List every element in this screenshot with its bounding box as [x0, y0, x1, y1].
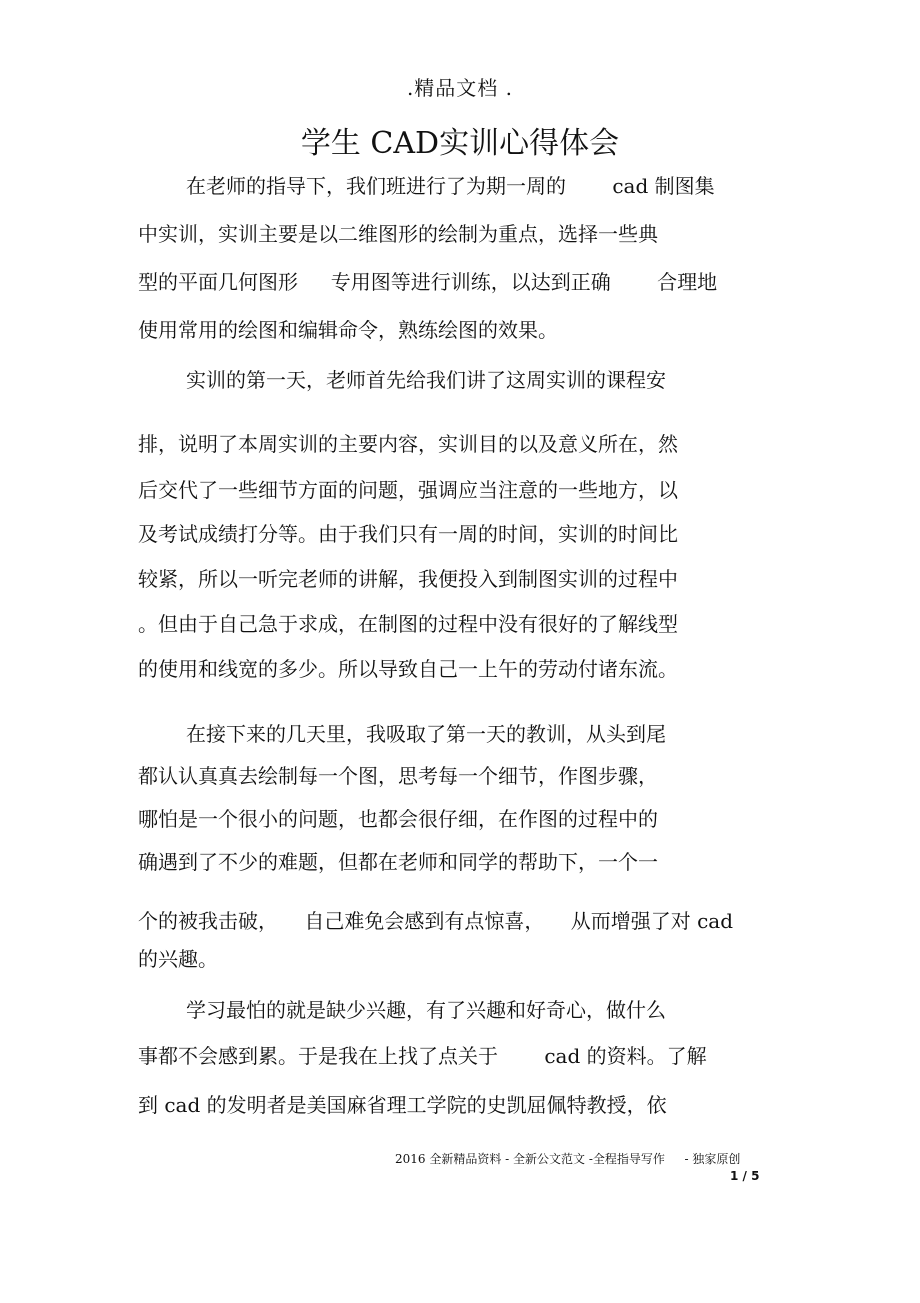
- page-footer: 2016 全新精品资料 - 全新公文范文 -全程指导写作 - 独家原创: [395, 1152, 741, 1166]
- text-line: 后交代了一些细节方面的问题，强调应当注意的一些地方，以: [138, 478, 678, 502]
- text-line: 使用常用的绘图和编辑命令，熟练绘图的效果。: [138, 318, 558, 342]
- text-line: 中实训，实训主要是以二维图形的绘制为重点，选择一些典: [138, 222, 658, 246]
- text-line: 到 cad 的发明者是美国麻省理工学院的史凯屈佩特教授，依: [138, 1093, 667, 1117]
- text-line: 及考试成绩打分等。由于我们只有一周的时间，实训的时间比: [138, 522, 678, 546]
- text-line: 的使用和线宽的多少。所以导致自己一上午的劳动付诸东流。: [138, 657, 678, 681]
- text-line: 确遇到了不少的难题，但都在老师和同学的帮助下，一个一: [138, 850, 658, 874]
- text-line: 较紧，所以一听完老师的讲解，我便投入到制图实训的过程中: [138, 567, 678, 591]
- text-line: 。但由于自己急于求成，在制图的过程中没有很好的了解线型: [138, 612, 678, 636]
- text-line: 事都不会感到累。于是我在上找了点关于 cad 的资料。了解: [138, 1044, 707, 1068]
- text-line: 都认认真真去绘制每一个图，思考每一个细节，作图步骤，: [138, 764, 658, 788]
- text-line: 个的被我击破， 自己难免会感到有点惊喜， 从而增强了对 cad: [138, 909, 733, 933]
- text-line: 的兴趣。: [138, 947, 218, 971]
- text-line: 在接下来的几天里，我吸取了第一天的教训，从头到尾: [186, 722, 666, 746]
- text-line: 排，说明了本周实训的主要内容，实训目的以及意义所在，然: [138, 432, 678, 456]
- text-line: 哪怕是一个很小的问题，也都会很仔细，在作图的过程中的: [138, 807, 658, 831]
- text-line: 在老师的指导下，我们班进行了为期一周的 cad 制图集: [186, 174, 715, 198]
- text-line: 型的平面几何图形 专用图等进行训练，以达到正确 合理地: [138, 270, 718, 294]
- page-number: 1 / 5: [730, 1169, 760, 1183]
- text-line: 实训的第一天，老师首先给我们讲了这周实训的课程安: [186, 368, 666, 392]
- text-line: 学习最怕的就是缺少兴趣，有了兴趣和好奇心，做什么: [186, 998, 666, 1022]
- document-title: 学生 CAD实训心得体会: [300, 126, 620, 161]
- page-header: .精品文档 .: [406, 76, 514, 100]
